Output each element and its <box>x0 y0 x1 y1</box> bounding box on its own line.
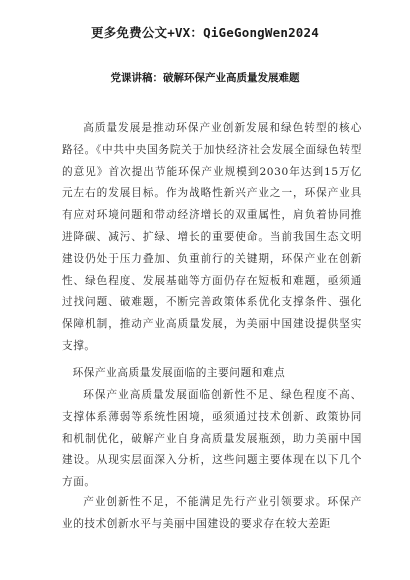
paragraph-3-block <box>62 492 362 536</box>
section-subheading: 环保产业高质量发展面临的主要问题和难点 <box>72 367 286 379</box>
paragraph: 产业创新性不足，不能满足先行产业引领要求。环保产业的技术创新水平与美丽中国建设的要求存在较大差距 <box>62 496 362 530</box>
paragraph-1-block <box>62 118 362 358</box>
subheading-block <box>62 363 362 385</box>
paragraph: 环保产业高质量发展面临创新性不足、绿色程度不高、支撑体系薄弱等系统性困境，亟须通过技术创新、政策协同和机制优化，破解产业自身高质量发展瓶颈，助力美丽中国建设。从现实层面深入分析，这些问题主要体现在以下几个方面。 <box>62 389 362 489</box>
document-title: 党课讲稿：破解环保产业高质量发展难题 <box>110 72 300 84</box>
paragraph-2-block <box>62 385 362 494</box>
promo-header: 更多免费公文+VX：QiGeGongWen2024 <box>91 25 319 40</box>
paragraph: 高质量发展是推动环保产业创新发展和绿色转型的核心路径。《中共中央国务院关于加快经济社会发展全面绿色转型的意见》首次提出节能环保产业规模到2030年达到15万亿元左右的发展目标。作为战略性新兴产业之一，环保产业具有应对环境问题和带动经济增长的双重属性，肩负着协同推进降碳、减污、扩绿、增长的重要使命。当前我国生态文明建设仍处于压力叠加、负重前行的关键期，环保产业在创新性、绿色程度、发展基础等方面仍存在短板和难题，亟须通过找问题、破难题，不断完善政策体系优化支撑条件、强化保障机制，推动产业高质量发展，为美丽中国建设提供坚实支撑。 <box>62 122 362 352</box>
